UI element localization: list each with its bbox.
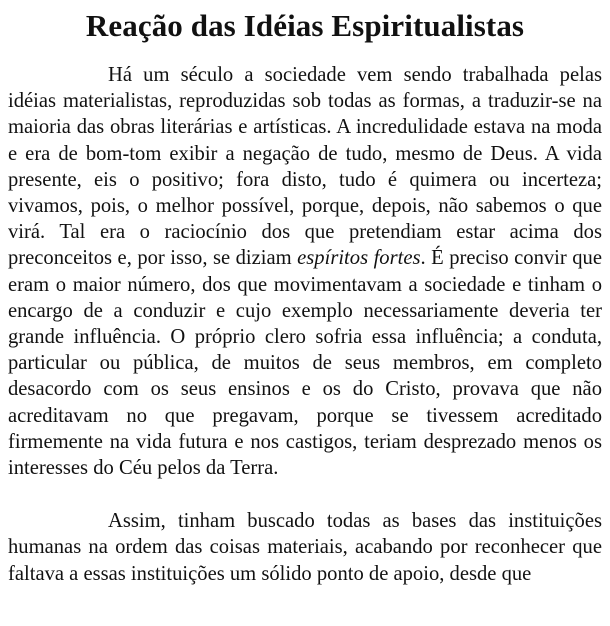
paragraph-1-emphasis: espíritos fortes	[297, 247, 421, 270]
paragraph-1-text: Há um século a sociedade vem sendo trabalhada pelas idéias materialistas, reproduzidas sob todas as formas, a traduzir-se na maioria das obras literárias e artísticas. A incredulidade estava na moda e era de bom-tom exibir a negação de tudo, mesmo de Deus. A vida presente, eis o positivo; fora disto, tudo é quimera ou incerteza; vivamos, pois, o melhor possível, porque, depois, não sabemos o que virá. Tal era o raciocínio dos que pretendiam estar acima dos preconceitos e, por isso, se diziam	[8, 64, 602, 270]
document-title: Reação das Idéias Espiritualistas	[85, 8, 525, 43]
paragraph-1	[8, 62, 602, 481]
paragraph-2: Assim, tinham buscado todas as bases das instituições humanas na ordem das coisas materiais, acabando por reconhecer que faltava a essas instituições um sólido ponto de apoio, desde que	[8, 510, 602, 585]
paragraph-1-text-continued: . É preciso convir que eram o maior número, dos que movimentavam a sociedade e tinham o encargo de a conduzir e cujo exemplo necessariamente deveria ter grande influência. O próprio clero sofria essa influência; a conduta, particular ou pública, de muitos de seus membros, em completo desacordo com os seus ensinos e os do Cristo, provava que não acreditavam no que pregavam, porque se tivessem acreditado firmemente na vida futura e nos castigos, teriam desprezado menos os interesses do Céu pelos da Terra.	[8, 247, 602, 480]
